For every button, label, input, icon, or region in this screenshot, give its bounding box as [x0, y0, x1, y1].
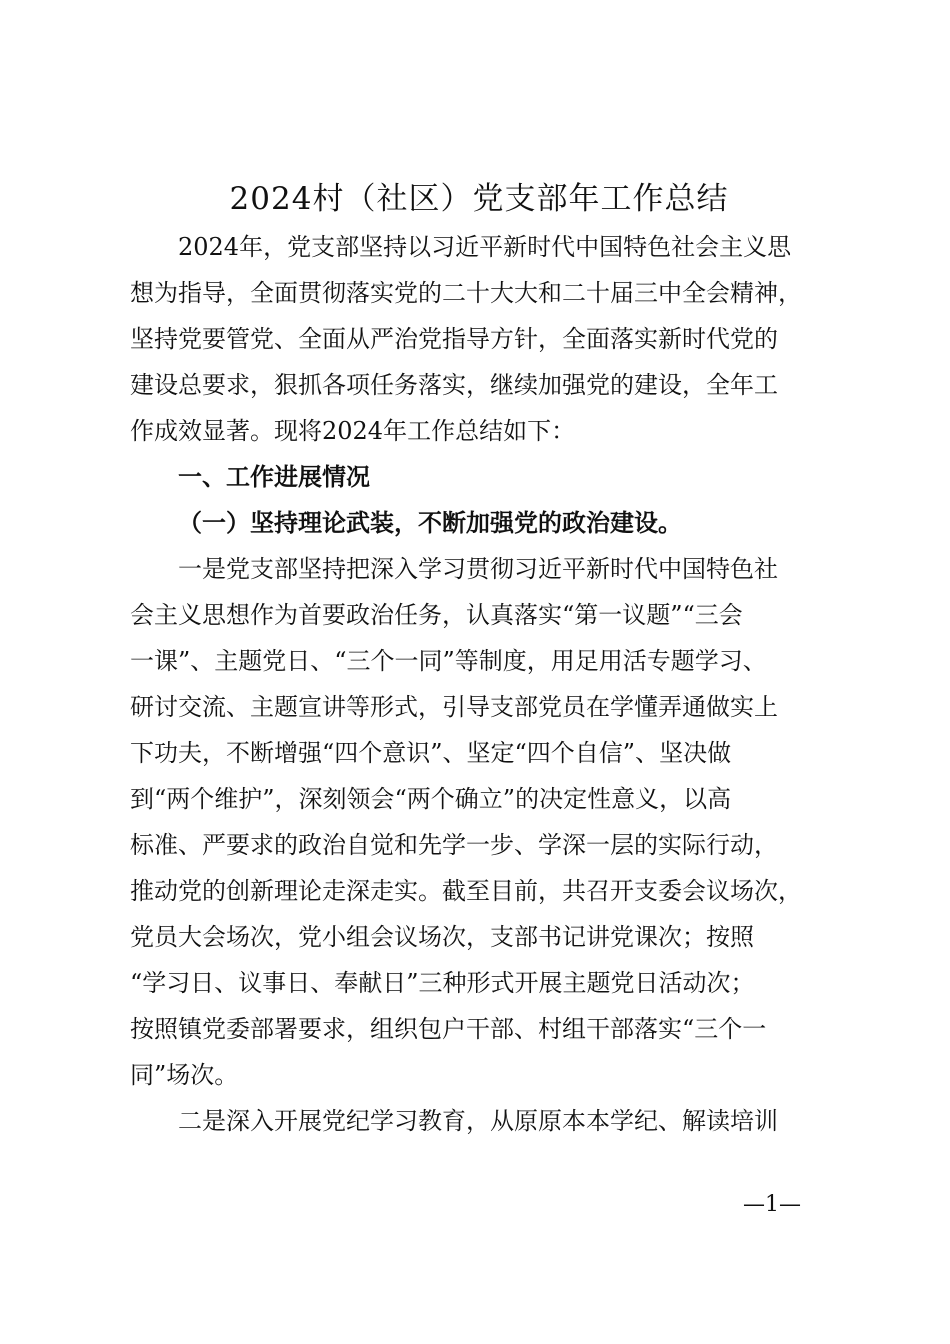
intro-line-5: 作成效显著。现将2024年工作总结如下： [130, 417, 576, 445]
point1-line-5: 下功夫，不断增强“四个意识”、坚定“四个自信”、坚决做 [130, 739, 732, 767]
page-number: —1— [743, 1192, 801, 1217]
point1-line-11: 按照镇党委部署要求，组织包户干部、村组干部落实“三个一 [130, 1015, 767, 1043]
point1-line-4: 研讨交流、主题宣讲等形式，引导支部党员在学懂弄通做实上 [130, 693, 778, 721]
intro-line-3: 坚持党要管党、全面从严治党指导方针，全面落实新时代党的 [130, 325, 778, 353]
intro-line-2: 想为指导，全面贯彻落实党的二十大大和二十届三中全会精神， [130, 279, 802, 307]
point1-line-3: 一课”、主题党日、“三个一同”等制度，用足用活专题学习、 [130, 647, 767, 675]
intro-line-4: 建设总要求，狠抓各项任务落实，继续加强党的建设，全年工 [130, 371, 778, 399]
point1-line-9: 党员大会场次，党小组会议场次，支部书记讲党课次；按照 [130, 923, 754, 951]
point1-line-1: 一是党支部坚持把深入学习贯彻习近平新时代中国特色社 [178, 555, 778, 583]
point1-line-10: “学习日、议事日、奉献日”三种形式开展主题党日活动次； [130, 969, 755, 997]
subsection-heading: （一）坚持理论武装，不断加强党的政治建设。 [178, 508, 682, 537]
point2-line-1: 二是深入开展党纪学习教育，从原原本本学纪、解读培训 [178, 1107, 778, 1135]
point1-line-6: 到“两个维护”，深刻领会“两个确立”的决定性意义，以高 [130, 785, 732, 813]
point1-line-12: 同”场次。 [130, 1061, 239, 1089]
point1-line-2: 会主义思想作为首要政治任务，认真落实“第一议题”“三会 [130, 601, 743, 629]
document-title: 2024村（社区）党支部年工作总结 [229, 181, 729, 217]
point1-line-8: 推动党的创新理论走深走实。截至目前，共召开支委会议场次， [130, 877, 802, 905]
point1-line-7: 标准、严要求的政治自觉和先学一步、学深一层的实际行动， [130, 831, 778, 859]
section-heading: 一、工作进展情况 [178, 463, 370, 491]
intro-line-1: 2024年，党支部坚持以习近平新时代中国特色社会主义思 [178, 233, 792, 261]
